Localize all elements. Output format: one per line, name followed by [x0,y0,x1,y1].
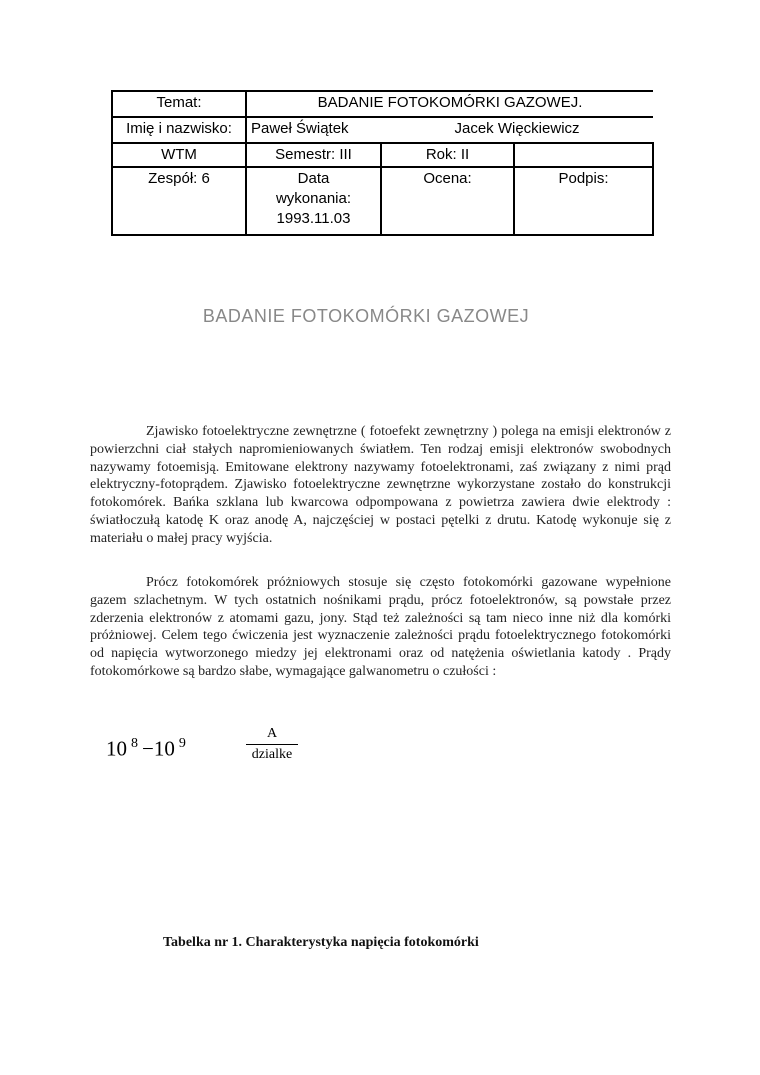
formula-fraction [246,726,298,763]
header-table [111,90,654,236]
topic-value: BADANIE FOTOKOMÓRKI GAZOWEJ. [246,91,653,117]
paragraph-2 [90,574,671,681]
year: Rok: II [381,143,514,167]
signature-label: Podpis: [514,167,653,235]
header-row-details [112,167,653,235]
grade-label: Ocena: [381,167,514,235]
formula-exponent-2: 9 [178,736,186,751]
author-1: Paweł Świątek [246,117,381,143]
date-value: 1993.11.03 [276,210,351,227]
formula-exponent-1: 8 [131,736,138,751]
date-label: Data wykonania: [275,170,352,207]
team: Zespół: 6 [112,167,246,235]
formula-base-2: 10 [153,736,175,761]
faculty: WTM [112,143,246,167]
table-caption: Tabelka nr 1. Charakterystyka napięcia fotokomórki [163,935,479,950]
date-cell [246,167,381,235]
formula-base-1: 10 [106,736,127,761]
formula-minus: − [142,736,154,761]
formula-denominator: dzialke [251,747,293,762]
sensitivity-formula [106,726,326,772]
semester: Semestr: III [246,143,381,167]
paragraph-1-text: Zjawisko fotoelektryczne zewnętrzne ( fotoefekt zewnętrzny ) polega na emisji elektronów z powierzchni ciał stałych napromieniowanych światłem. Ten rodzaj emisji elektronów swobodnych nazywamy fotoemisją. Emitowane elektrony nazywamy fotoelektronami, zaś związany z nimi prąd elektryczny-fotoprądem. Zjawisko fotoelektryczne zewnętrzne wykorzystane zostało do konstrukcji fotokomórek. Bańka szklana lub kwarcowa odpompowana z powietrza zawiera dwie elektrody : światłoczułą katodę K oraz anodę A, najczęściej w postaci pętelki z drutu. Katodę wykonuje się z materiału o małej pracy wyjścia. [90,424,671,546]
author-2: Jacek Więckiewicz [381,117,653,143]
empty-cell [514,143,653,167]
formula-numerator: A [246,726,298,745]
name-label: Imię i nazwisko: [112,117,246,143]
formula-expression [106,736,190,761]
header-row-topic [112,91,653,117]
document-title: BADANIE FOTOKOMÓRKI GAZOWEJ [202,306,530,326]
paragraph-2-text: Prócz fotokomórek próżniowych stosuje się często fotokomórki gazowane wypełnione gazem szlachetnym. W tych ostatnich nośnikami prądu, prócz fotoelektronów, są powstałe przez zderzenia elektronów z atomami gazu, jony. Stąd też zależności są tam nieco inne niż dla komórki próżniowej. Celem tego ćwiczenia jest wyznaczenie zależności prądu fotoelektrycznego fotokomórki od napięcia wytworzonego miedzy jej elektronami oraz od natężenia oświetlania katody . Prądy fotokomórkowe są bardzo słabe, wymagające galwanometru o czułości : [90,575,671,679]
header-row-names [112,117,653,143]
header-row-info [112,143,653,167]
topic-label: Temat: [112,91,246,117]
paragraph-1 [90,423,671,548]
